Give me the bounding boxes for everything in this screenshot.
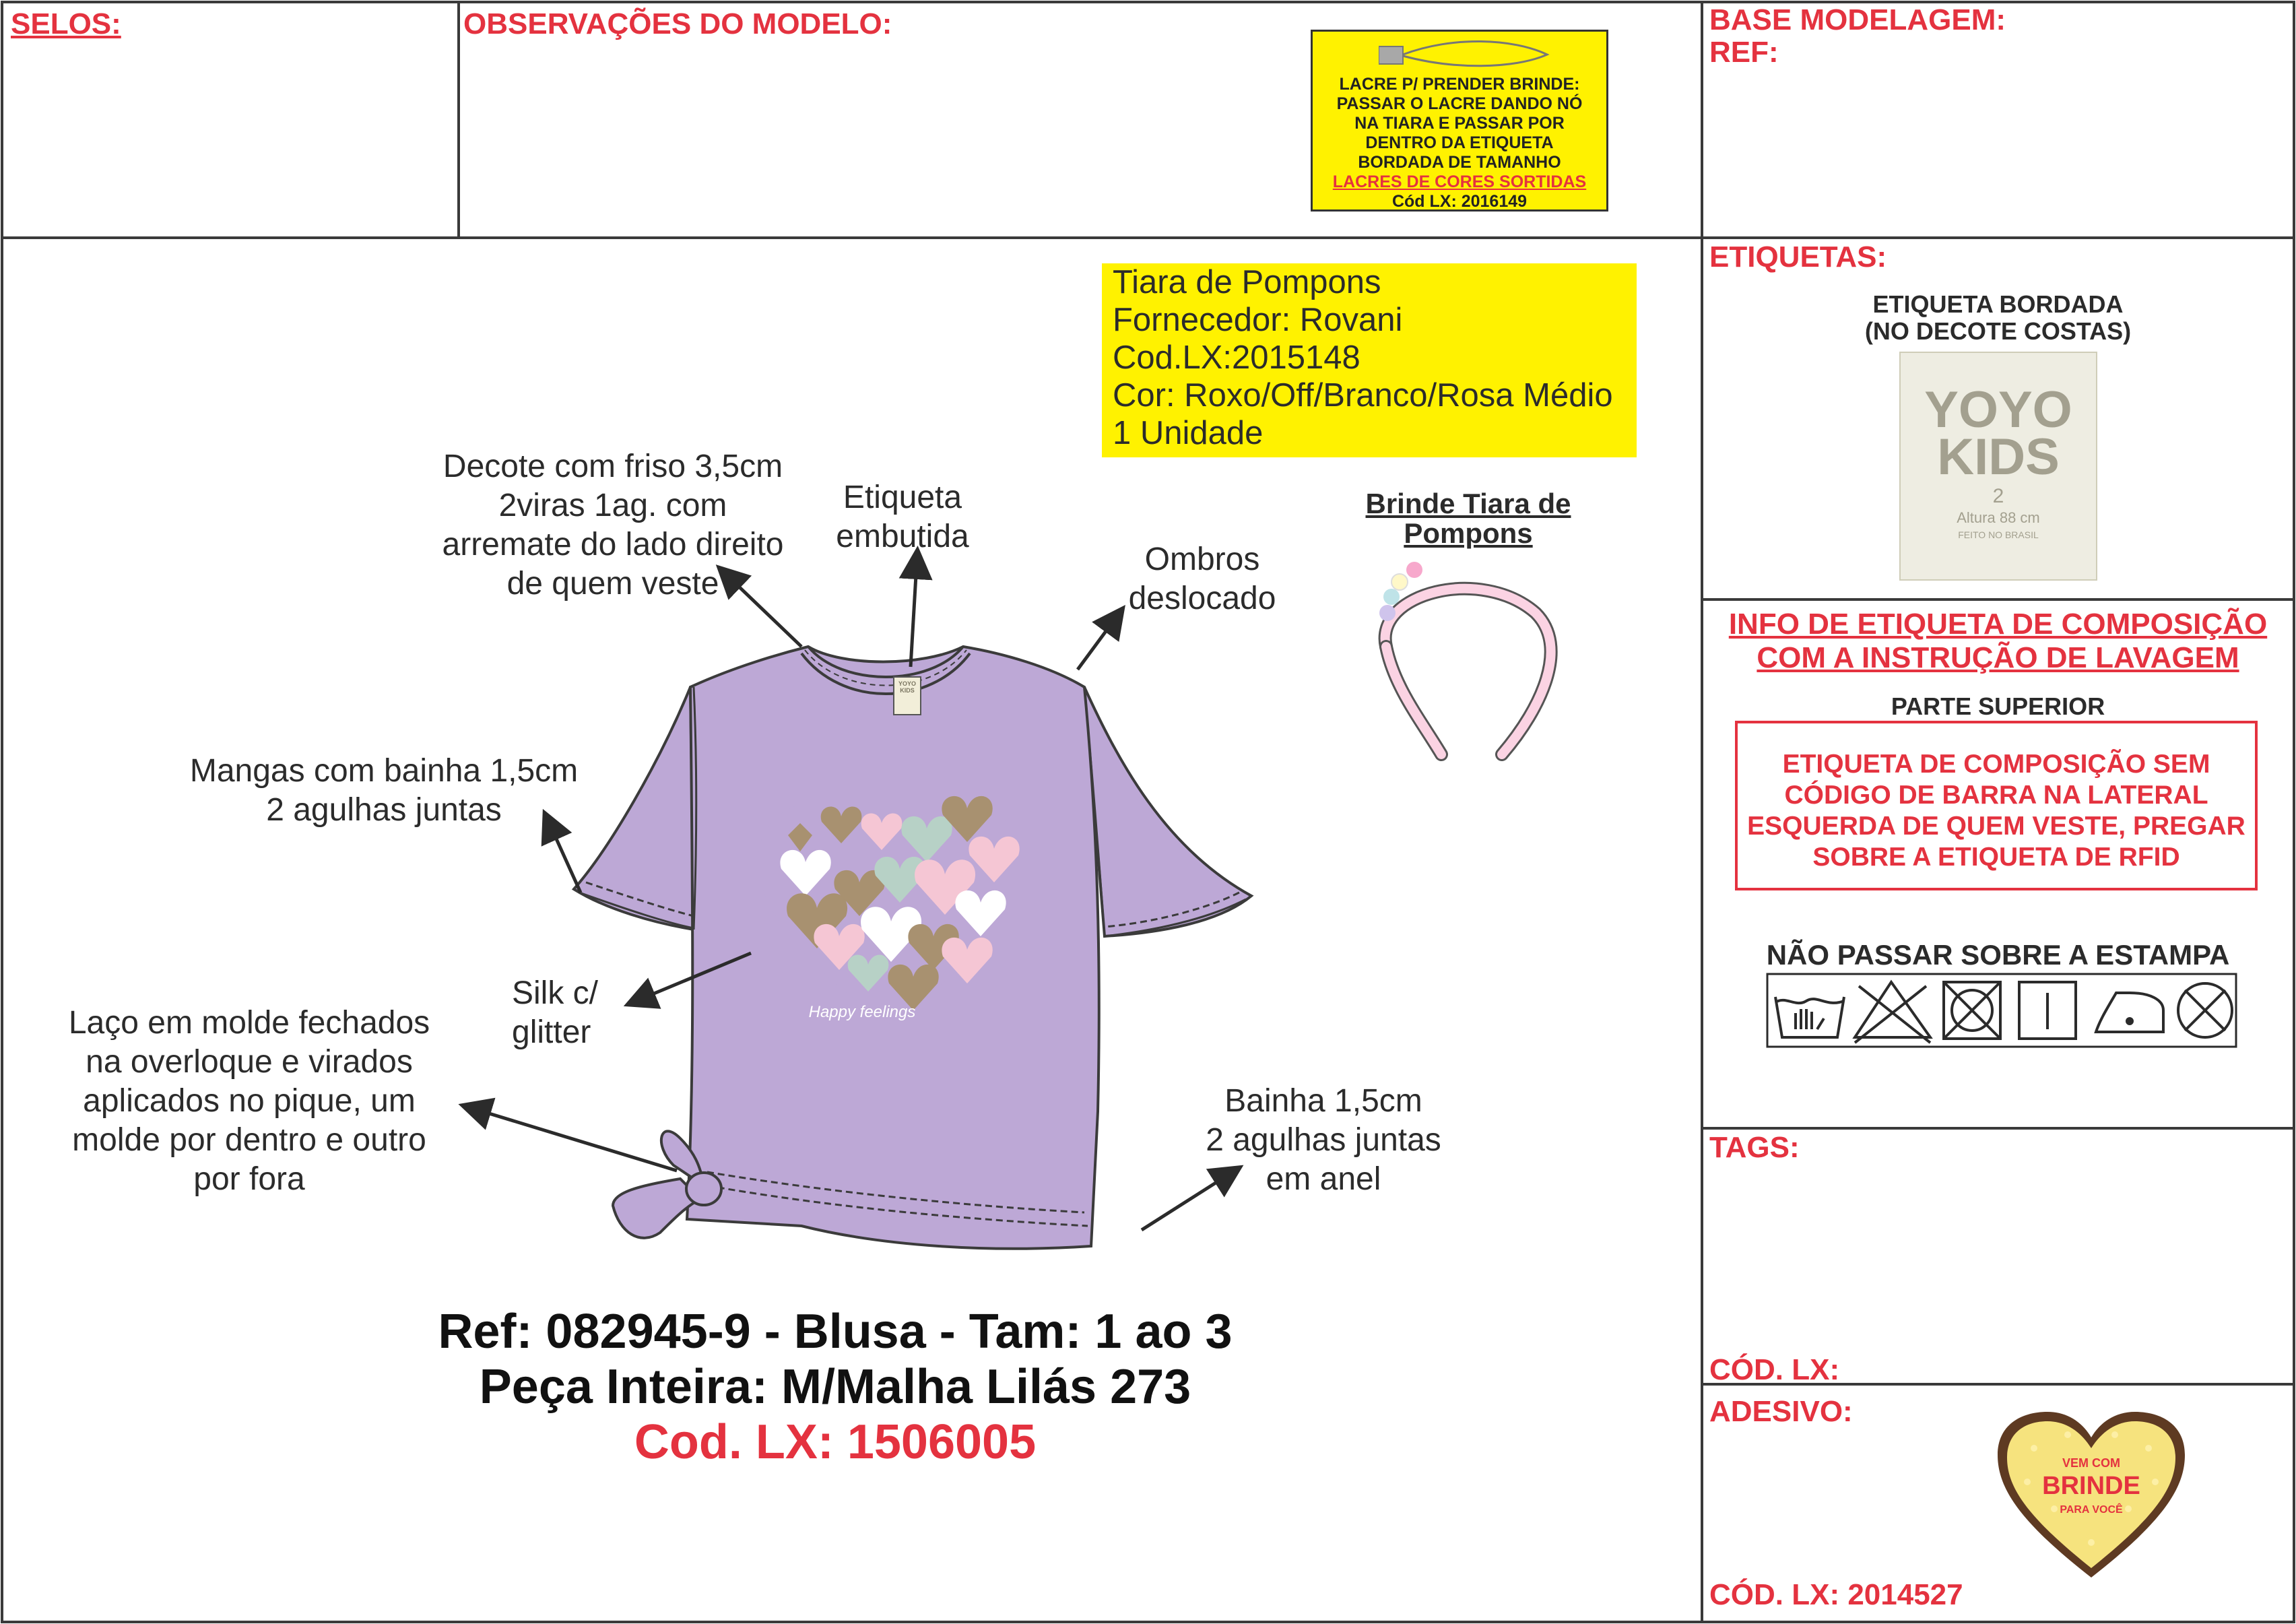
brinde-title-line: Brinde Tiara de (1365, 488, 1571, 519)
lacre-highlight: LACRES DE CORES SORTIDAS (1332, 172, 1587, 191)
lacre-line: BORDADA DE TAMANHO (1358, 153, 1561, 172)
annotation-line: Mangas com bainha 1,5cm (189, 753, 579, 789)
tiara-line: Cor: Roxo/Off/Branco/Rosa Médio (1113, 377, 1613, 414)
etiqueta-bordada-title-line: ETIQUETA BORDADA (1872, 290, 2124, 318)
lacre-line: PASSAR O LACRE DANDO NÓ (1336, 94, 1583, 113)
tags-header: TAGS: (1709, 1131, 1800, 1164)
nao-passar-text: NÃO PASSAR SOBRE A ESTAMPA (1766, 939, 2230, 971)
sticker-line: BRINDE (2042, 1472, 2140, 1500)
annotation-line: Bainha 1,5cm (1224, 1083, 1422, 1119)
arrow-laco (465, 1106, 677, 1171)
tags-cod-lx: CÓD. LX: (1709, 1353, 1840, 1386)
info-composicao-header (1702, 608, 2294, 675)
annotation-line: Ombros (1144, 542, 1260, 577)
ref-header: REF: (1709, 36, 1779, 69)
sticker-line: PARA VOCÊ (2060, 1504, 2123, 1516)
arrow-decote (721, 569, 801, 647)
etiquetas-header: ETIQUETAS: (1709, 240, 1887, 273)
composicao-line: ETIQUETA DE COMPOSIÇÃO SEM (1782, 750, 2210, 779)
arrow-etiqueta (911, 552, 917, 667)
composicao-line: CÓDIGO DE BARRA NA LATERAL (1784, 781, 2208, 810)
annotation-line: 2 agulhas juntas (1206, 1122, 1441, 1158)
label-brand-line: YOYO (1924, 381, 2072, 439)
arrow-ombros (1078, 610, 1121, 670)
etiqueta-bordada-title (1702, 291, 2294, 345)
label-made-in: FEITO NO BRASIL (1958, 529, 2039, 540)
label-height: Altura 88 cm (1957, 509, 2040, 526)
lacre-line: DENTRO DA ETIQUETA (1365, 133, 1554, 152)
annotation-line: Laço em molde fechados (68, 1005, 430, 1041)
product-ref-line: Ref: 082945-9 - Blusa - Tam: 1 ao 3 (438, 1305, 1233, 1359)
composicao-box (1735, 721, 2258, 890)
product-cod-line: Cod. LX: 1506005 (634, 1415, 1037, 1469)
annotation-line: por fora (193, 1161, 305, 1197)
info-composicao-line: COM A INSTRUÇÃO DE LAVAGEM (1757, 641, 2239, 674)
selos-header: SELOS: (11, 7, 121, 40)
info-composicao-line: INFO DE ETIQUETA DE COMPOSIÇÃO (1728, 608, 2268, 641)
annotation-line: 2viras 1ag. com (498, 488, 727, 523)
shirt-tag-line: KIDS (900, 687, 915, 694)
tiara-line: 1 Unidade (1113, 415, 1264, 451)
tiara-line: Cod.LX:2015148 (1113, 339, 1360, 376)
etiqueta-bordada-title-line: (NO DECOTE COSTAS) (1864, 317, 2132, 345)
shirt-tag-line: YOYO (898, 680, 916, 687)
label-brand-line: KIDS (1937, 428, 2060, 486)
arrow-silk (630, 953, 751, 1004)
lacre-code: Cód LX: 2016149 (1391, 192, 1528, 211)
arrow-mangas (546, 815, 581, 892)
annotation-line: embutida (836, 519, 969, 554)
annotation-line: arremate do lado direito (442, 527, 784, 562)
print-text: Happy feelings (808, 1003, 916, 1021)
lacre-line: LACRE P/ PRENDER BRINDE: (1339, 75, 1580, 94)
annotation-line: glitter (512, 1014, 591, 1050)
tiara-line: Fornecedor: Rovani (1113, 302, 1403, 338)
product-peca-line: Peça Inteira: M/Malha Lilás 273 (479, 1360, 1191, 1414)
brinde-title-line: Pompons (1404, 517, 1533, 549)
composicao-line: ESQUERDA DE QUEM VESTE, PREGAR (1747, 812, 2245, 841)
sticker-line: VEM COM (2062, 1456, 2121, 1470)
parte-superior: PARTE SUPERIOR (1891, 692, 2105, 720)
product-title (364, 1304, 1307, 1470)
annotation-line: 2 agulhas juntas (266, 792, 502, 828)
observacoes-header: OBSERVAÇÕES DO MODELO: (463, 7, 892, 40)
care-symbols (1766, 973, 2237, 1048)
etiqueta-bordada-label (1899, 352, 2097, 581)
annotation-line: de quem veste (506, 566, 719, 602)
brinde-sticker (1994, 1408, 2189, 1583)
arrow-bainha (1142, 1169, 1238, 1230)
label-size: 2 (1992, 485, 2004, 507)
annotation-line: molde por dentro e outro (72, 1122, 426, 1158)
annotation-line: em anel (1266, 1161, 1381, 1197)
annotation-line: na overloque e virados (86, 1044, 413, 1080)
base-modelagem-header: BASE MODELAGEM: (1709, 3, 2006, 36)
no-tumble-dry-icon (1944, 982, 2000, 1039)
adesivo-header: ADESIVO: (1709, 1395, 1853, 1428)
annotation-line: Silk c/ (512, 975, 599, 1011)
adesivo-code: CÓD. LX: 2014527 (1709, 1578, 1963, 1611)
tiara-line: Tiara de Pompons (1113, 264, 1381, 300)
annotation-line: deslocado (1128, 581, 1276, 616)
lacre-line: NA TIARA E PASSAR POR (1354, 114, 1565, 133)
composicao-line: SOBRE A ETIQUETA DE RFID (1812, 843, 2180, 872)
annotation-line: aplicados no pique, um (83, 1083, 416, 1119)
annotation-line: Etiqueta (843, 480, 962, 515)
annotation-line: Decote com friso 3,5cm (442, 449, 783, 484)
